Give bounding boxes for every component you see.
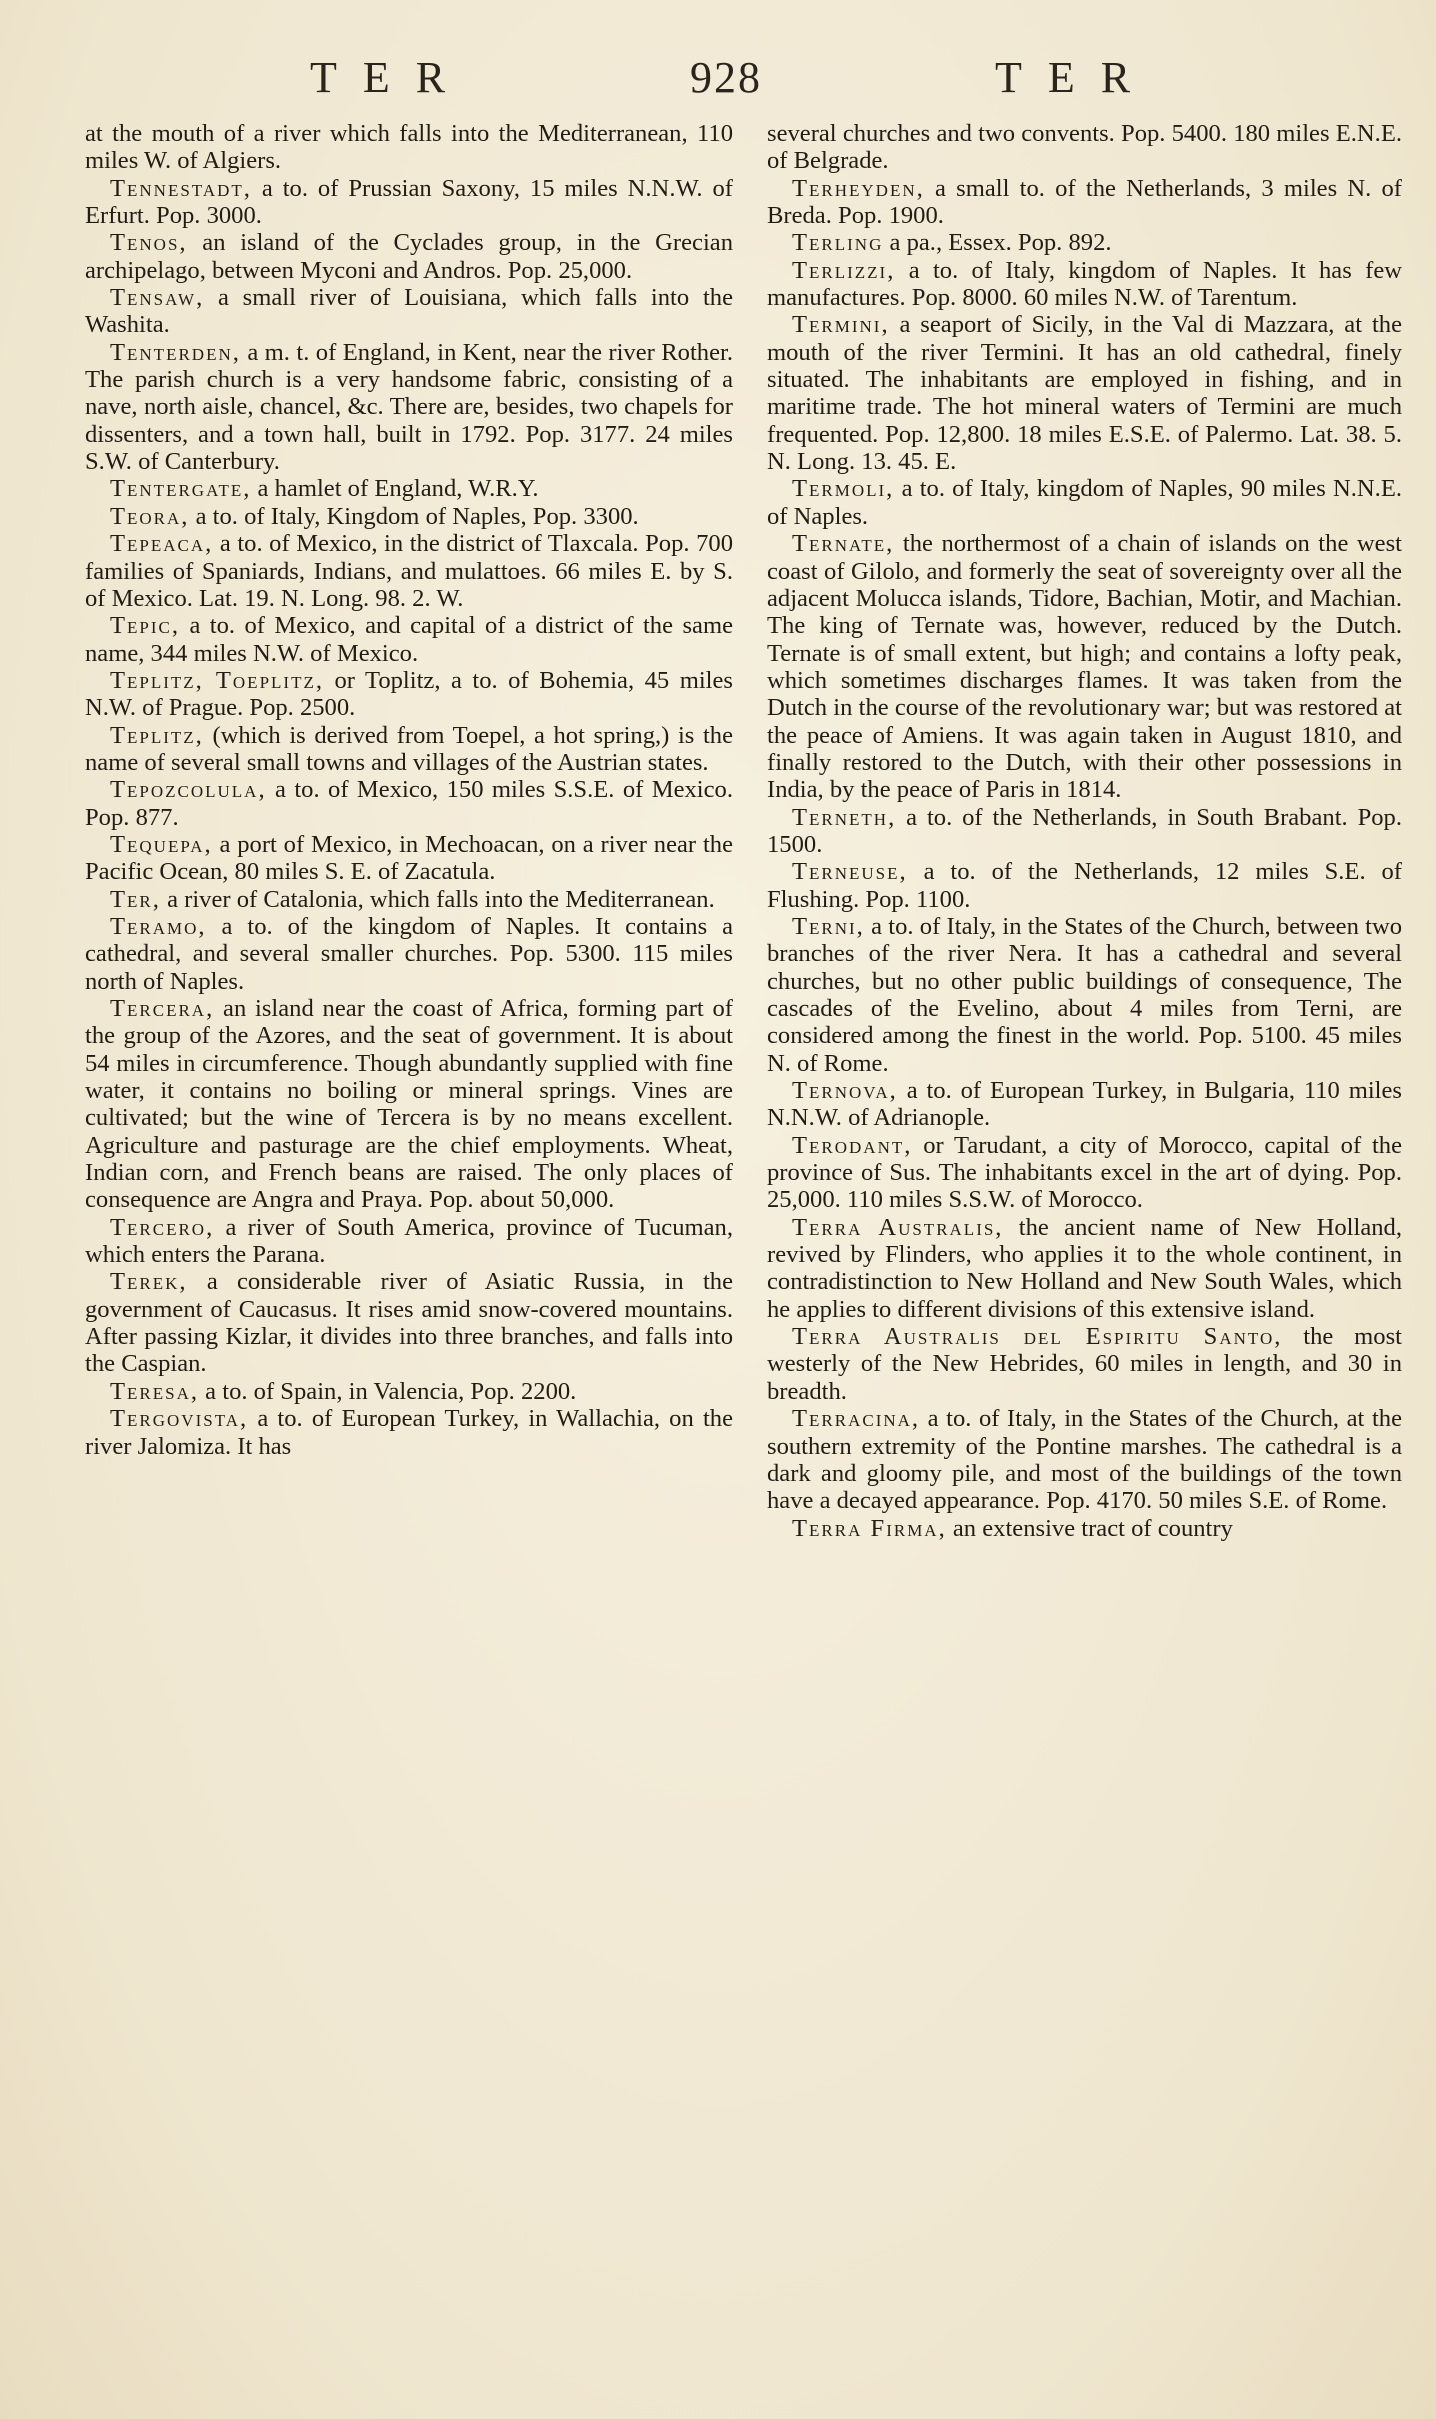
entry-headword: Tennestadt, <box>110 174 252 202</box>
entry-headword: Termoli, <box>792 475 895 503</box>
entry-headword: Teplitz, Toeplitz, <box>110 666 324 694</box>
entry-headword: Tepozcolula, <box>110 776 267 804</box>
gazetteer-entry <box>85 503 733 530</box>
entry-headword: Tenos, <box>110 229 188 257</box>
gazetteer-entry <box>767 1077 1402 1132</box>
entry-text: a pa., Essex. Pop. 892. <box>889 229 1112 257</box>
gazetteer-entry <box>85 722 733 777</box>
entry-text: a port of Mexico, in Mechoacan, on a river near the Pacific Ocean, 80 miles S. E. of Zacatula. <box>85 830 733 886</box>
gazetteer-entry <box>767 530 1402 803</box>
entry-headword: Terek, <box>110 1268 188 1296</box>
entry-text: a river of Catalonia, which falls into the Mediterranean. <box>167 885 715 913</box>
gazetteer-entry <box>85 175 733 230</box>
gazetteer-entry <box>85 1214 733 1269</box>
entry-text: a hamlet of England, W.R.Y. <box>257 475 539 503</box>
entry-headword: Ternova, <box>792 1077 898 1105</box>
entry-text: several churches and two convents. Pop. 5400. 180 miles E.N.E. of Belgrade. <box>767 120 1402 175</box>
entry-text: a to. of Prussian Saxony, 15 miles N.N.W. of Erfurt. Pop. 3000. <box>85 174 733 230</box>
entry-text: a to. of Mexico, in the district of Tlaxcala. Pop. 700 families of Spaniards, Indians, and mulattoes. 66 miles E. by S. of Mexico. Lat. 19. N. Long. 98. 2. W. <box>85 530 733 612</box>
entry-headword: Terneth, <box>792 803 897 831</box>
right-column <box>767 120 1402 1542</box>
entry-text: the most westerly of the New Hebrides, 60 miles in length, and 30 in breadth. <box>767 1323 1403 1405</box>
continued-entry-text <box>767 120 1402 175</box>
entry-text: a to. of Italy, kingdom of Naples. It has few manufactures. Pop. 8000. 60 miles N.W. of Tarentum. <box>767 256 1402 312</box>
entry-headword: Terracina, <box>792 1405 921 1433</box>
gazetteer-entry <box>767 804 1402 859</box>
entry-text: at the mouth of a river which falls into the Mediterranean, 110 miles W. of Algiers. <box>85 120 733 175</box>
gazetteer-entry <box>767 1405 1402 1514</box>
entry-headword: Tepeaca, <box>110 530 214 558</box>
entry-headword: Ter, <box>110 885 161 913</box>
gazetteer-entry <box>767 1323 1402 1405</box>
header-left-guide-word: TER <box>310 53 472 102</box>
entry-text: a to. of the kingdom of Naples. It contains a cathedral, and several smaller churches. Pop. 5300. 115 miles north of Naples. <box>85 912 733 995</box>
entry-headword: Tenterden, <box>110 338 241 366</box>
gazetteer-entry <box>767 311 1402 475</box>
gazetteer-entry <box>767 1515 1402 1542</box>
entry-headword: Terni, <box>792 912 865 940</box>
entry-headword: Ternate, <box>792 530 895 558</box>
gazetteer-entry <box>85 667 733 722</box>
entry-text: a to. of Italy, in the States of the Church, at the southern extremity of the Pontine marshes. The cathedral is a dark and gloomy pile, and most of the buildings of the town have a decayed appearance. Pop. 4170. 50 miles S.E. of Rome. <box>767 1405 1402 1515</box>
entry-text: an extensive tract of country <box>952 1514 1233 1542</box>
entry-text: a to. of Spain, in Valencia, Pop. 2200. <box>205 1377 577 1405</box>
gazetteer-entry <box>85 1268 733 1377</box>
entry-headword: Terra Australis, <box>792 1213 1004 1241</box>
entry-text: a to. of Italy, kingdom of Naples, 90 miles N.N.E. of Naples. <box>767 475 1402 530</box>
entry-text: a to. of European Turkey, in Bulgaria, 110 miles N.N.W. of Adrianople. <box>767 1077 1402 1132</box>
gazetteer-entry <box>85 229 733 284</box>
entry-headword: Teramo, <box>110 912 207 940</box>
header-right-guide-word: TER <box>995 53 1157 102</box>
entry-text: (which is derived from Toepel, a hot spring,) is the name of several small towns and villages of the Austrian states. <box>85 721 733 776</box>
entry-text: a to. of Italy, in the States of the Church, between two branches of the river Nera. It has a cathedral and several churches, but no other public buildings of consequence, The cascades of the Evelino, about 4 miles from Terni, are considered among the finest in the world. Pop. 5100. 45 miles N. of Rome. <box>767 912 1403 1077</box>
gazetteer-entry <box>85 339 733 476</box>
entry-text: or Tarudant, a city of Morocco, capital of the province of Sus. The inhabitants excel in the art of dying. Pop. 25,000. 110 miles S.S.W. of Morocco. <box>767 1131 1402 1214</box>
entry-text: a river of South America, province of Tucuman, which enters the Parana. <box>85 1213 733 1269</box>
entry-headword: Tergovista, <box>110 1405 249 1433</box>
gazetteer-entry <box>85 284 733 339</box>
entry-headword: Teora, <box>110 502 190 530</box>
entry-headword: Terra Australis del Espiritu Santo, <box>792 1323 1283 1351</box>
entry-headword: Terlizzi, <box>792 256 896 284</box>
continued-entry-text <box>85 120 733 175</box>
entry-text: a to. of European Turkey, in Wallachia, on the river Jalomiza. It has <box>85 1405 733 1460</box>
entry-headword: Terling <box>792 229 884 257</box>
entry-text: or Toplitz, a to. of Bohemia, 45 miles N.W. of Prague. Pop. 2500. <box>85 666 733 722</box>
left-column <box>85 120 733 1460</box>
gazetteer-entry <box>85 776 733 831</box>
gazetteer-entry <box>85 1378 733 1405</box>
entry-text: a to. of Mexico, and capital of a district of the same name, 344 miles N.W. of Mexico. <box>85 612 733 667</box>
entry-headword: Teplitz, <box>110 721 204 749</box>
gazetteer-entry <box>767 858 1402 913</box>
entry-text: an island of the Cyclades group, in the Grecian archipelago, between Myconi and Andros. Pop. 25,000. <box>85 229 734 284</box>
entry-text: a small river of Louisiana, which falls into the Washita. <box>85 284 733 339</box>
entry-text: the ancient name of New Holland, revived by Flinders, who applies it to the whole continent, in contradistinction to New Holland and New South Wales, which he applies to different divisions of this extensive island. <box>767 1213 1402 1323</box>
gazetteer-entry <box>767 229 1402 256</box>
entry-headword: Terra Firma, <box>792 1514 947 1542</box>
entry-text: a m. t. of England, in Kent, near the river Rother. The parish church is a very handsome fabric, consisting of a nave, north aisle, chancel, &c. There are, besides, two chapels for dissenters, and a town hall, built in 1792. Pop. 3177. 24 miles S.W. of Canterbury. <box>85 338 733 476</box>
entry-text: a small to. of the Netherlands, 3 miles N. of Breda. Pop. 1900. <box>767 174 1402 230</box>
gazetteer-entry <box>85 831 733 886</box>
entry-headword: Tercera, <box>110 995 215 1022</box>
entry-headword: Tercero, <box>110 1213 215 1241</box>
entry-text: a to. of Mexico, 150 miles S.S.E. of Mexico. Pop. 877. <box>85 776 734 831</box>
entry-text: a seaport of Sicily, in the Val di Mazzara, at the mouth of the river Termini. It has an old cathedral, finely situated. The inhabitants are employed in fishing, and in maritime trade. The hot mineral waters of Termini are much frequented. Pop. 12,800. 18 miles E.S.E. of Palermo. Lat. 38. 5. N. Long. 13. 45. E. <box>767 311 1402 476</box>
entry-text: the northermost of a chain of islands on the west coast of Gilolo, and formerly the seat of sovereignty over all the adjacent Molucca islands, Tidore, Bachian, Motir, and Machian. The king of Ternate was, however, reduced by the Dutch. Ternate is of small extent, but high; and contains a lofty peak, which sometimes discharges flames. It was taken from the Dutch in the course of the revolutionary war; but was restored at the peace of Amiens. It was again taken in August 1810, and finally restored to the Dutch, with their other possessions in India, by the peace of Paris in 1814. <box>767 530 1402 804</box>
gazetteer-entry <box>85 530 733 612</box>
gazetteer-entry <box>85 995 733 1214</box>
entry-headword: Teresa, <box>110 1377 200 1405</box>
gazetteer-entry <box>85 1405 733 1460</box>
gazetteer-entry <box>767 475 1402 530</box>
gazetteer-entry <box>767 1214 1402 1323</box>
entry-headword: Tentergate, <box>110 475 252 503</box>
entry-text: an island near the coast of Africa, forming part of the group of the Azores, and the seat of government. It is about 54 miles in circumference. Though abundantly supplied with fine water, it contains no boiling or mineral springs. Vines are cultivated; but the wine of Tercera is by no means excellent. Agriculture and pasturage are the chief employments. Wheat, Indian corn, and French beans are raised. The only places of consequence are Angra and Praya. Pop. about 50,000. <box>85 995 733 1214</box>
entry-text: a to. of Italy, Kingdom of Naples, Pop. 3300. <box>195 502 639 530</box>
gazetteer-entry <box>85 475 733 502</box>
gazetteer-entry <box>85 913 733 995</box>
entry-headword: Termini, <box>792 311 890 339</box>
entry-headword: Terodant, <box>792 1131 913 1159</box>
entry-text: a to. of the Netherlands, in South Brabant. Pop. 1500. <box>767 803 1402 858</box>
page-number: 928 <box>690 53 762 102</box>
gazetteer-entry <box>767 257 1402 312</box>
entry-headword: Terneuse, <box>792 858 908 886</box>
entry-headword: Tensaw, <box>110 284 205 312</box>
entry-text: a considerable river of Asiatic Russia, in the government of Caucasus. It rises amid snow-covered mountains. After passing Kizlar, it divides into three branches, and falls into the Caspian. <box>85 1268 733 1378</box>
gazetteer-entry <box>767 913 1402 1077</box>
entry-headword: Terheyden, <box>792 174 925 202</box>
running-header <box>0 52 1436 112</box>
entry-headword: Tequepa, <box>110 830 213 858</box>
gazetteer-entry <box>767 1132 1402 1214</box>
entry-text: a to. of the Netherlands, 12 miles S.E. of Flushing. Pop. 1100. <box>767 858 1402 913</box>
entry-headword: Tepic, <box>110 612 181 640</box>
gazetteer-entry <box>85 612 733 667</box>
gazetteer-entry <box>85 886 733 913</box>
gazetteer-entry <box>767 175 1402 230</box>
